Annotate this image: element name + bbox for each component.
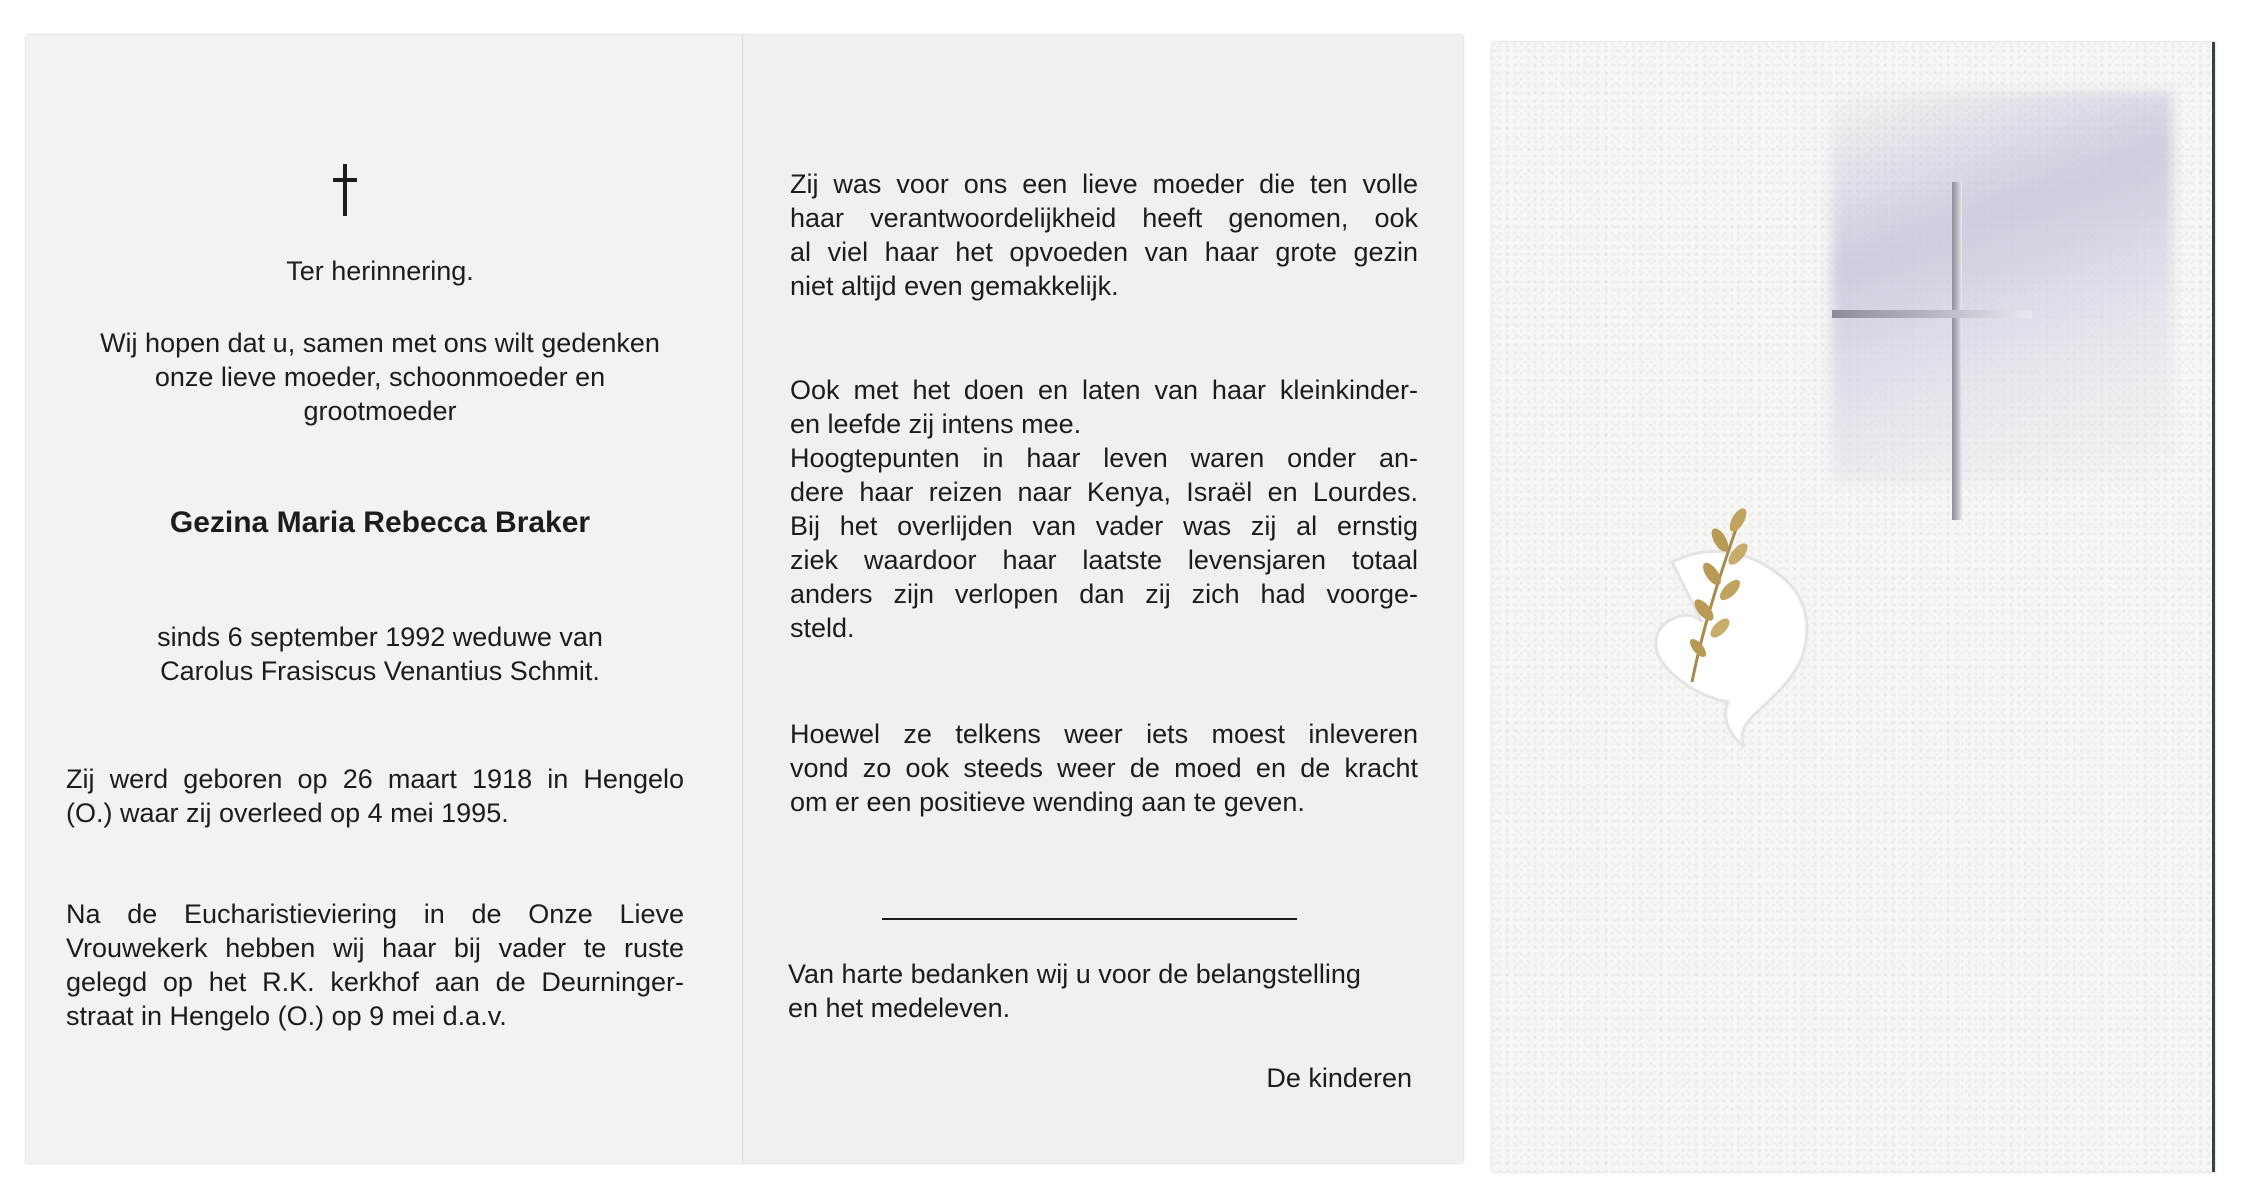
olive-branch-icon [1672,492,1762,692]
cross-icon [330,160,360,220]
widow-text: sinds 6 september 1992 weduwe van Carolus Frasiscus Venantius Schmit. [157,622,603,686]
deceased-name: Gezina Maria Rebecca Braker [169,506,591,539]
signature: De kinderen [1266,1063,1412,1093]
divider-line [882,918,1297,920]
birth-text: Zij werd geboren op 26 maart 1918 in Hengelo (O.) waar zij overleed op 4 mei 1995. [66,764,684,828]
cross-icon [1832,182,2032,522]
card-cover [1492,42,2215,1172]
paragraph-courage: Hoewel ze telkens weer iets moest inleveren vond zo ook steeds weer de moed en de kracht om er een positieve wending aan te geven. [790,719,1418,817]
burial-text: Na de Eucharistieviering in de Onze Lieve Vrouwekerk hebben wij haar bij vader te ruste gelegd op het R.K. kerkhof aan de Deurninger- straat in Hengelo (O.) op 9 mei d.a.v. [66,899,684,1031]
wish-text: Wij hopen dat u, samen met ons wilt gedenken onze lieve moeder, schoonmoeder en grootmoeder [100,328,660,426]
paragraph-motherhood: Zij was voor ons een lieve moeder die ten volle haar verantwoordelijkheid heeft genomen, ook al viel haar het opvoeden van haar grote gezin niet altijd even gemakkelijk. [790,169,1418,301]
paragraph-life-highlights: Ook met het doen en laten van haar kleinkinder- en leefde zij intens mee. Hoogtepunten in haar leven waren onder an- dere haar reizen naar Kenya, Israël en Lourdes. Bij het overlijden van vader was zij al ernstig ziek waardoor haar laatste levensjaren totaal anders zijn verlopen dan zij zich had voorge- steld. [790,375,1418,643]
thanks-text: Van harte bedanken wij u voor de belangstelling en het medeleven. [788,959,1361,1023]
intro-text: Ter herinnering. [286,256,474,286]
